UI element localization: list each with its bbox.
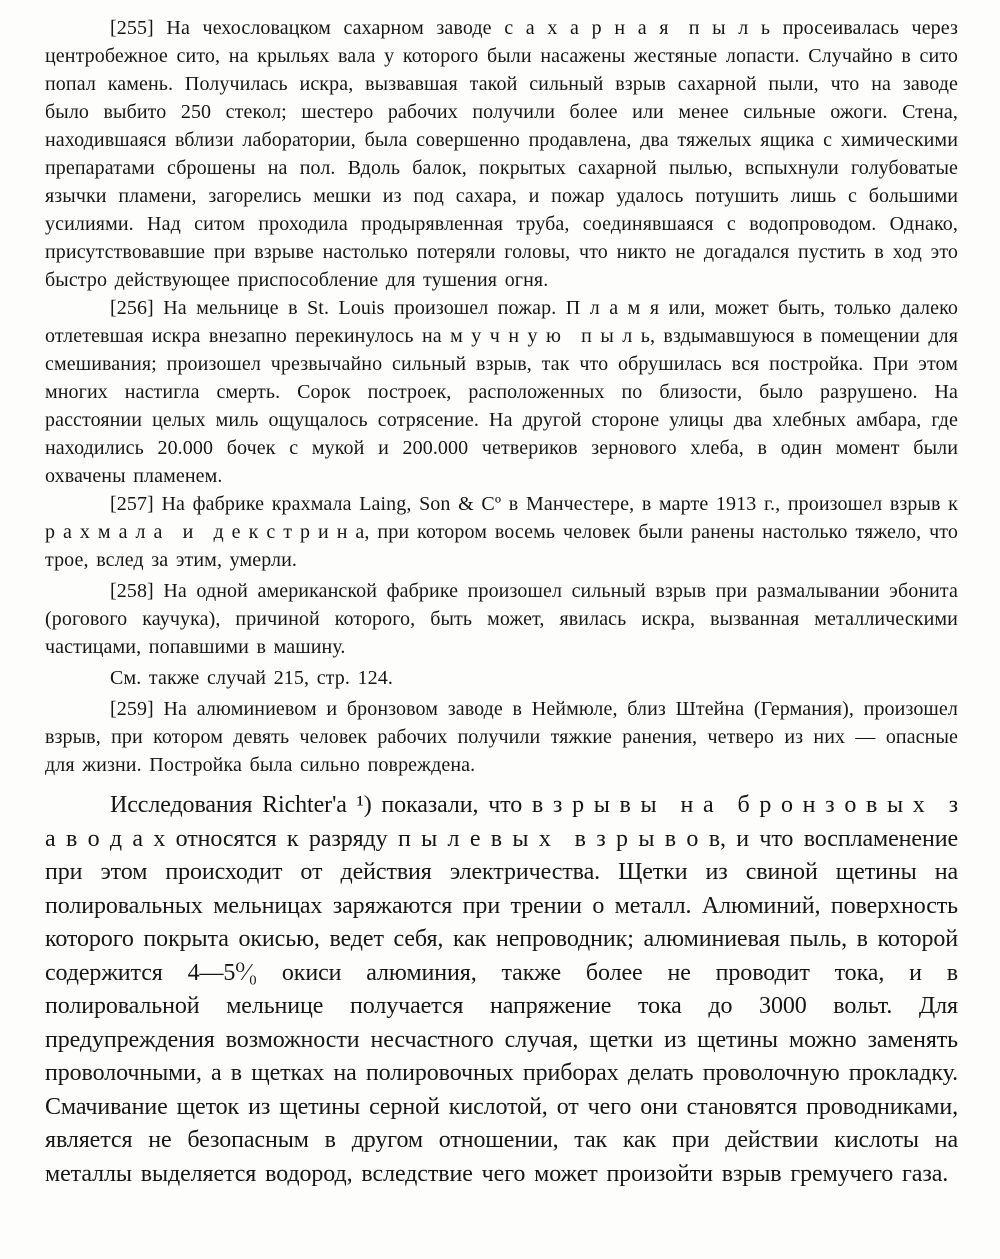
case-reports-section bbox=[45, 14, 958, 779]
research-paragraph: Исследования Richter'a ¹) показали, что в з р ы в ы н а б р о н з о в ы х з а в о д а х относятся к разряду п ы л е в ы х в з р ы в о в, и что воспламенение при этом происходит от действия электричества. Щетки из свиной щетины на полировальных мельницах заряжаются при трении о металл. Алюминий, поверхность которого покрыта окисью, ведет себя, как непроводник; алюминиевая пыль, в которой содержится 4—5⁰⁄₀ окиси алюминия, также более не проводит тока, и в полировальной мельнице получается напряжение тока до 3000 вольт. Для предупреждения возможности несчастного случая, щетки из щетины можно заменять проволочными, а в щетках на полировочных приборах делать проволочную прокладку. Смачивание щеток из щетины серной кислотой, от чего они становятся проводниками, является не безопасным в другом отношении, так как при действии кислоты на металлы выделяется водород, вследствие чего может произойти взрыв гремучего газа. bbox=[45, 792, 958, 1187]
case-paragraph-255: [255] На чехословацком сахарном заводе с а х а р н а я п ы л ь просеивалась через центробежное сито, на крыльях вала у которого были насажены жестяные лопасти. Случайно в сито попал камень. Получилась искра, вызвавшая такой сильный взрыв сахарной пыли, что на заводе было выбито 250 стекол; шестеро рабочих получили более или менее сильные ожоги. Стена, находившаяся вблизи лаборатории, была совершенно продавлена, два тяжелых ящика с химическими препаратами сброшены на пол. Вдоль балок, покрытых сахарной пылью, вспыхнули голубоватые язычки пламени, загорелись мешки из под сахара, и пожар удалось потушить лишь с большими усилиями. Над ситом проходила продырявленная труба, соединявшаяся с водопроводом. Однако, присутствовавшие при взрыве настолько потеряли головы, что никто не догадался пустить в ход это быстро действующее приспособление для тушения огня. bbox=[45, 17, 958, 291]
case-paragraph-259: [259] На алюминиевом и бронзовом заводе в Неймюле, близ Штейна (Германия), произошел взрыв, при котором девять человек рабочих получили тяжкие ранения, четверо из них — опасные для жизни. Постройка была сильно повреждена. bbox=[45, 698, 958, 776]
research-section bbox=[45, 789, 958, 1191]
case-paragraph-258: [258] На одной американской фабрике произошел сильный взрыв при размалывании эбонита (рогового каучука), причиной которого, быть может, явилась искра, вызванная металлическими частицами, попавшими в машину. bbox=[45, 580, 958, 658]
case-paragraph-256: [256] На мельнице в St. Louis произошел пожар. П л а м я или, может быть, только далеко отлетевшая искра внезапно перекинулось на м у ч н у ю п ы л ь, вздымавшуюся в помещении для смешивания; произошел чрезвычайно сильный взрыв, так что обрушилась вся постройка. При этом многих настигла смерть. Сорок построек, расположенных по близости, было разрушено. На расстоянии целых миль ощущалось сотрясение. На другой стороне улицы два хлебных амбара, где находились 20.000 бочек с мукой и 200.000 четвериков зернового хлеба, в один момент были охвачены пламенем. bbox=[45, 297, 958, 487]
case-paragraph-257: [257] На фабрике крахмала Laing, Son & Cº в Манчестере, в марте 1913 г., произошел взрыв к р а х м а л а и д е к с т р и н а, при котором восемь человек были ранены настолько тяжело, что трое, вслед за этим, умерли. bbox=[45, 493, 958, 571]
see-also-note: См. также случай 215, стр. 124. bbox=[110, 667, 393, 689]
